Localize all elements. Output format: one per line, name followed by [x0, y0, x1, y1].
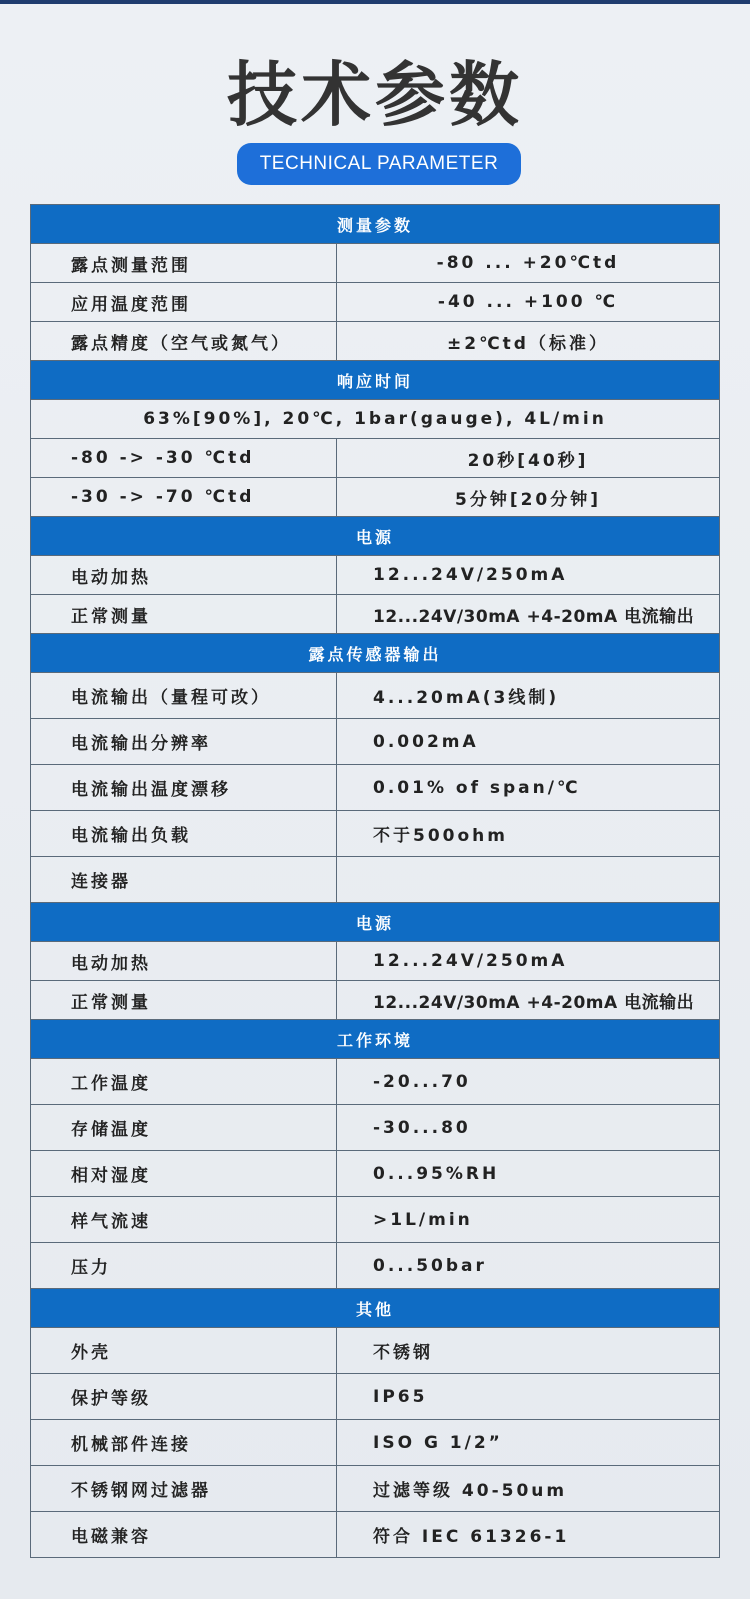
- table-row: [31, 1374, 720, 1420]
- response-condition: 63%[90%], 20℃, 1bar(gauge), 4L/min: [31, 400, 720, 439]
- table-row: [31, 478, 720, 517]
- row-label: 正常测量: [31, 981, 337, 1020]
- row-value: -40 ... +100 ℃: [337, 283, 720, 322]
- table-row: [31, 1151, 720, 1197]
- table-row: [31, 1512, 720, 1558]
- row-label: 应用温度范围: [31, 283, 337, 322]
- row-label: 露点测量范围: [31, 244, 337, 283]
- row-value: IP65: [337, 1374, 720, 1420]
- table-row: [31, 1197, 720, 1243]
- row-label: 电动加热: [31, 942, 337, 981]
- table-row: [31, 1243, 720, 1289]
- table-row: [31, 1059, 720, 1105]
- row-value: 0.01% of span/℃: [337, 765, 720, 811]
- row-value: -30...80: [337, 1105, 720, 1151]
- row-value: ISO G 1/2”: [337, 1420, 720, 1466]
- section-header-row: [31, 361, 720, 400]
- row-value: -20...70: [337, 1059, 720, 1105]
- row-label: 保护等级: [31, 1374, 337, 1420]
- top-accent-bar: [0, 0, 750, 4]
- table-row: [31, 719, 720, 765]
- row-label: 电流输出（量程可改）: [31, 673, 337, 719]
- row-label: 连接器: [31, 857, 337, 903]
- row-value: 不锈钢: [337, 1328, 720, 1374]
- row-label: 不锈钢网过滤器: [31, 1466, 337, 1512]
- section-header-row: [31, 517, 720, 556]
- table-row: [31, 322, 720, 361]
- row-label: 电动加热: [31, 556, 337, 595]
- row-label: -80 -> -30 ℃td: [31, 439, 337, 478]
- section-header-power: 电源: [31, 903, 720, 942]
- row-value: [337, 857, 720, 903]
- row-label: 正常测量: [31, 595, 337, 634]
- table-row: [31, 439, 720, 478]
- table-row: [31, 942, 720, 981]
- row-label: 电流输出温度漂移: [31, 765, 337, 811]
- row-label: 电流输出分辨率: [31, 719, 337, 765]
- section-header-row: [31, 903, 720, 942]
- table-row: [31, 981, 720, 1020]
- table-row: [31, 1420, 720, 1466]
- table-row: [31, 1328, 720, 1374]
- section-header-row: [31, 634, 720, 673]
- row-value: 符合 IEC 61326-1: [337, 1512, 720, 1558]
- section-header-response: 响应时间: [31, 361, 720, 400]
- row-value: 0...95%RH: [337, 1151, 720, 1197]
- row-value: 12...24V/30mA +4-20mA 电流输出: [337, 981, 720, 1020]
- table-row: [31, 400, 720, 439]
- table-row: [31, 283, 720, 322]
- row-label: 电流输出负载: [31, 811, 337, 857]
- row-value: 12...24V/250mA: [337, 556, 720, 595]
- row-label: 工作温度: [31, 1059, 337, 1105]
- table-row: [31, 1466, 720, 1512]
- row-label: 样气流速: [31, 1197, 337, 1243]
- table-row: [31, 1105, 720, 1151]
- subtitle-badge: TECHNICAL PARAMETER: [237, 143, 521, 185]
- row-value: 20秒[40秒]: [337, 439, 720, 478]
- row-label: 机械部件连接: [31, 1420, 337, 1466]
- row-label: 存储温度: [31, 1105, 337, 1151]
- table-row: [31, 244, 720, 283]
- row-value: -80 ... +20℃td: [337, 244, 720, 283]
- spec-table: [30, 204, 720, 1558]
- table-row: [31, 765, 720, 811]
- row-value: 0...50bar: [337, 1243, 720, 1289]
- section-header-output: 露点传感器输出: [31, 634, 720, 673]
- table-row: [31, 673, 720, 719]
- section-header-other: 其他: [31, 1289, 720, 1328]
- section-header-row: [31, 1289, 720, 1328]
- row-label: 压力: [31, 1243, 337, 1289]
- table-row: [31, 811, 720, 857]
- section-header-environment: 工作环境: [31, 1020, 720, 1059]
- section-header-row: [31, 1020, 720, 1059]
- section-header-measurement: 测量参数: [31, 205, 720, 244]
- row-label: 外壳: [31, 1328, 337, 1374]
- table-row: [31, 595, 720, 634]
- table-row: [31, 857, 720, 903]
- row-value: 0.002mA: [337, 719, 720, 765]
- row-value: 不于500ohm: [337, 811, 720, 857]
- row-label: 相对湿度: [31, 1151, 337, 1197]
- table-row: [31, 556, 720, 595]
- row-value: 过滤等级 40-50um: [337, 1466, 720, 1512]
- row-value: 12...24V/250mA: [337, 942, 720, 981]
- row-value: 5分钟[20分钟]: [337, 478, 720, 517]
- page-title: 技术参数: [227, 54, 523, 136]
- row-label: -30 -> -70 ℃td: [31, 478, 337, 517]
- section-header-power: 电源: [31, 517, 720, 556]
- section-header-row: [31, 205, 720, 244]
- row-value: 4...20mA(3线制): [337, 673, 720, 719]
- row-value: 12...24V/30mA +4-20mA 电流输出: [337, 595, 720, 634]
- row-value: ±2℃td（标准）: [337, 322, 720, 361]
- row-value: >1L/min: [337, 1197, 720, 1243]
- row-label: 电磁兼容: [31, 1512, 337, 1558]
- row-label: 露点精度（空气或氮气）: [31, 322, 337, 361]
